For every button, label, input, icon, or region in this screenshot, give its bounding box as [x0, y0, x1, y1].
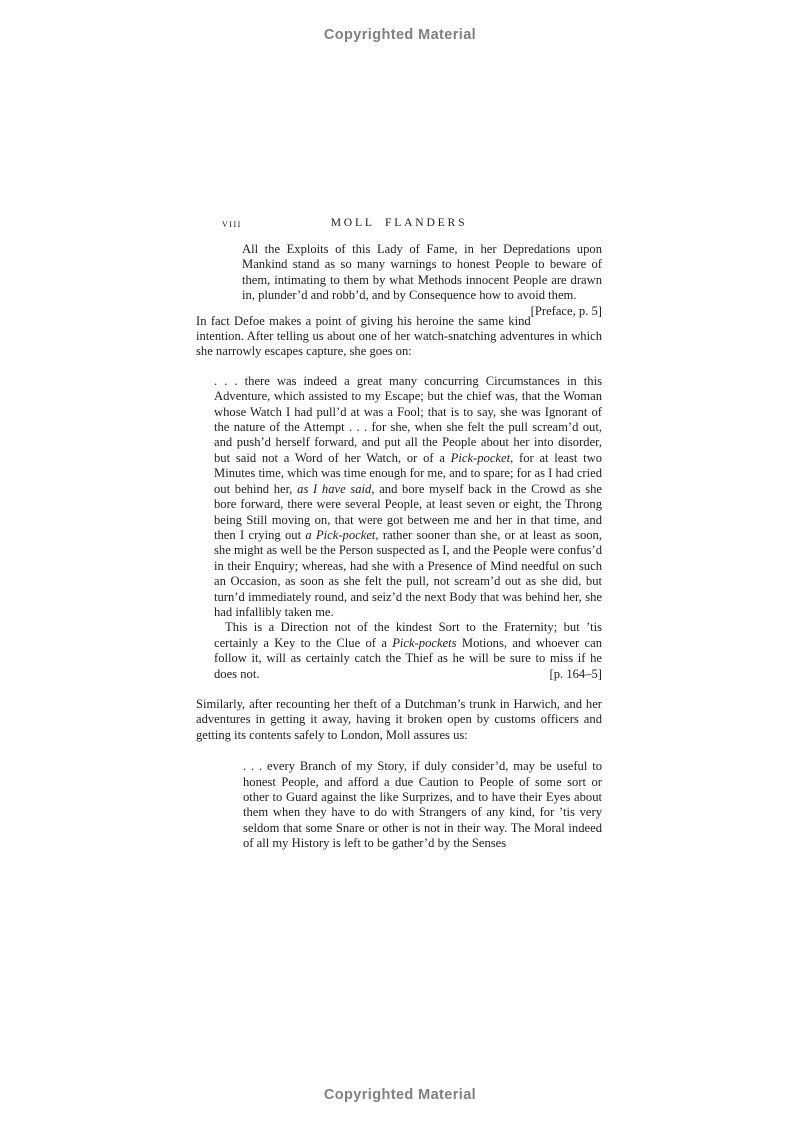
blockquote-moral: [243, 759, 602, 851]
running-head: [196, 215, 602, 230]
paragraph-intro: In fact Defoe makes a point of giving his heroine the same kind intention. After telling us about one of her watch-snatching adventures in which she narrowly escapes capture, she goes on:: [196, 313, 602, 359]
blockquote-pickpocket: [214, 374, 602, 682]
page-number-folio: viii: [222, 216, 242, 230]
text-column: [196, 215, 602, 852]
blockquote-preface-text: [242, 242, 602, 318]
blockquote-preface: [242, 242, 602, 318]
copyright-notice-bottom: Copyrighted Material: [323, 1087, 477, 1103]
running-head-title: MOLL FLANDERS: [330, 216, 468, 229]
blockquote-pickpocket-para1: . . . there was indeed a great many concurring Circumstances in this Adventure, which assisted to my Escape; but the chief was, that the Woman whose Watch I had pull’d at was a Fool; that is to say, she was Ignorant of the nature of the Attempt . . . for she, when she felt the pull scream’d out, and push’d herself forward, and put all the People about her into disorder, but said not a Word of her Watch, or of a Pick-pocket, for at least two Minutes time, which was time enough for me, and to spare; for as I had cried out behind her, as I have said, and bore myself back in the Crowd as she bore forward, there were several People, at least seven or eight, the Throng being Still moving on, that were got between me and her in that time, and then I crying out a Pick-pocket, rather sooner than she, or at least as soon, she might as well be the Person suspected as I, and the People were confus’d in their Enquiry; whereas, had she with a Presence of Mind needful on such an Occasion, as soon as she felt the pull, not scream’d out as she did, but turn’d immediately round, and seiz’d the next Body that was behind her, she had infallibly taken me.: [214, 373, 602, 619]
quote-pickpocket-para2-text: This is a Direction not of the kindest Sort to the Fraternity; but ’tis certainly a Key to the Clue of a Pick-pockets Motions, and whoever can follow it, will as certainly catch the Thief as he will be sure to miss if he does not.: [214, 620, 602, 681]
copyright-notice-top: Copyrighted Material: [323, 27, 477, 43]
citation-preface: [Preface, p. 5]: [530, 303, 602, 318]
blockquote-pickpocket-para2: [214, 620, 602, 682]
blockquote-moral-text: . . . every Branch of my Story, if duly consider’d, may be useful to honest People, and afford a due Caution to People of some sort or other to Guard against the like Surprizes, and to have their Eyes about them when they have to do with Strangers of any kind, for ’tis very seldom that some Snare or other is not in their way. The Moral indeed of all my History is left to be gather’d by the Senses: [243, 759, 602, 851]
quote-preface-text: All the Exploits of this Lady of Fame, in her Depredations upon Mankind stand as so many warnings to honest People to beware of them, intimating to them by what Methods innocent People are drawn in, plunder’d and robb’d, and by Consequence how to avoid them.: [242, 242, 602, 303]
paragraph-similarly: Similarly, after recounting her theft of a Dutchman’s trunk in Harwich, and her adventures in getting it away, having it broken open by customs officers and getting its contents safely to London, Moll assures us:: [196, 696, 602, 742]
citation-pickpocket: [p. 164–5]: [549, 666, 602, 681]
